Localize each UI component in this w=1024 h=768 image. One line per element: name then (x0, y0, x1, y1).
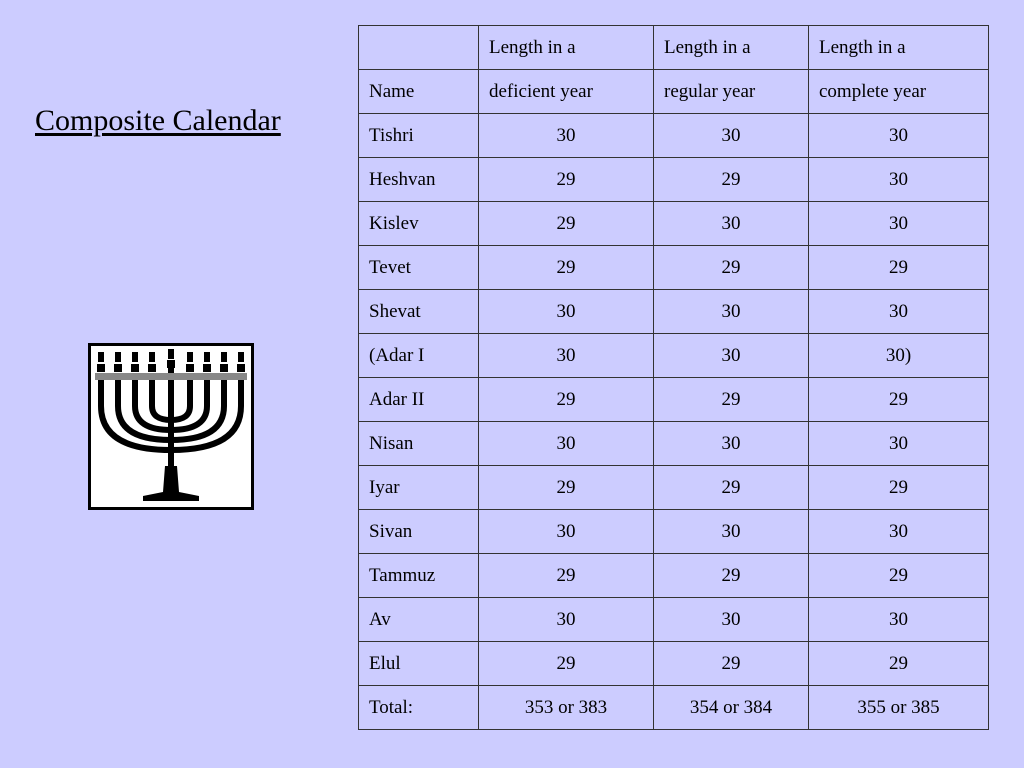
deficient-year-cell: 353 or 383 (479, 686, 654, 730)
page-title: Composite Calendar (35, 104, 281, 137)
complete-year-cell: 29 (809, 378, 989, 422)
month-name-cell: Heshvan (359, 158, 479, 202)
complete-year-cell: 30 (809, 114, 989, 158)
header-cell: regular year (654, 70, 809, 114)
header-cell: Length in a (809, 26, 989, 70)
regular-year-cell: 29 (654, 466, 809, 510)
month-name-cell: Tammuz (359, 554, 479, 598)
table-row (359, 422, 989, 466)
month-name-cell: Kislev (359, 202, 479, 246)
table-row (359, 598, 989, 642)
table-header-row (359, 70, 989, 114)
table-row (359, 686, 989, 730)
regular-year-cell: 29 (654, 246, 809, 290)
complete-year-cell: 30 (809, 510, 989, 554)
table-row (359, 114, 989, 158)
table-row (359, 554, 989, 598)
regular-year-cell: 30 (654, 598, 809, 642)
regular-year-cell: 29 (654, 554, 809, 598)
table-row (359, 246, 989, 290)
header-cell: Length in a (479, 26, 654, 70)
month-name-cell: Nisan (359, 422, 479, 466)
regular-year-cell: 29 (654, 378, 809, 422)
regular-year-cell: 30 (654, 290, 809, 334)
deficient-year-cell: 30 (479, 422, 654, 466)
month-name-cell: Tishri (359, 114, 479, 158)
complete-year-cell: 355 or 385 (809, 686, 989, 730)
deficient-year-cell: 30 (479, 334, 654, 378)
table-header-row (359, 26, 989, 70)
header-cell: deficient year (479, 70, 654, 114)
complete-year-cell: 30 (809, 422, 989, 466)
regular-year-cell: 30 (654, 510, 809, 554)
table-row (359, 334, 989, 378)
table-row (359, 378, 989, 422)
complete-year-cell: 29 (809, 642, 989, 686)
header-cell: Length in a (654, 26, 809, 70)
complete-year-cell: 29 (809, 246, 989, 290)
regular-year-cell: 354 or 384 (654, 686, 809, 730)
complete-year-cell: 30 (809, 598, 989, 642)
complete-year-cell: 30 (809, 290, 989, 334)
deficient-year-cell: 29 (479, 246, 654, 290)
table-row (359, 202, 989, 246)
complete-year-cell: 30) (809, 334, 989, 378)
header-cell: complete year (809, 70, 989, 114)
month-name-cell: Adar II (359, 378, 479, 422)
regular-year-cell: 29 (654, 642, 809, 686)
regular-year-cell: 30 (654, 202, 809, 246)
deficient-year-cell: 29 (479, 202, 654, 246)
complete-year-cell: 30 (809, 202, 989, 246)
deficient-year-cell: 30 (479, 510, 654, 554)
month-name-cell: Av (359, 598, 479, 642)
deficient-year-cell: 29 (479, 158, 654, 202)
regular-year-cell: 30 (654, 334, 809, 378)
deficient-year-cell: 30 (479, 114, 654, 158)
header-cell: Name (359, 70, 479, 114)
menorah-icon (88, 343, 254, 510)
deficient-year-cell: 29 (479, 378, 654, 422)
regular-year-cell: 30 (654, 422, 809, 466)
month-name-cell: Elul (359, 642, 479, 686)
month-name-cell: Iyar (359, 466, 479, 510)
table-row (359, 158, 989, 202)
regular-year-cell: 29 (654, 158, 809, 202)
table-row (359, 466, 989, 510)
complete-year-cell: 29 (809, 554, 989, 598)
regular-year-cell: 30 (654, 114, 809, 158)
deficient-year-cell: 29 (479, 642, 654, 686)
month-name-cell: Tevet (359, 246, 479, 290)
month-name-cell: (Adar I (359, 334, 479, 378)
month-name-cell: Sivan (359, 510, 479, 554)
table-row (359, 510, 989, 554)
calendar-table (358, 25, 989, 730)
deficient-year-cell: 29 (479, 466, 654, 510)
deficient-year-cell: 29 (479, 554, 654, 598)
month-name-cell: Shevat (359, 290, 479, 334)
complete-year-cell: 30 (809, 158, 989, 202)
table-row (359, 290, 989, 334)
month-name-cell: Total: (359, 686, 479, 730)
deficient-year-cell: 30 (479, 598, 654, 642)
header-cell (359, 26, 479, 70)
deficient-year-cell: 30 (479, 290, 654, 334)
table-row (359, 642, 989, 686)
complete-year-cell: 29 (809, 466, 989, 510)
